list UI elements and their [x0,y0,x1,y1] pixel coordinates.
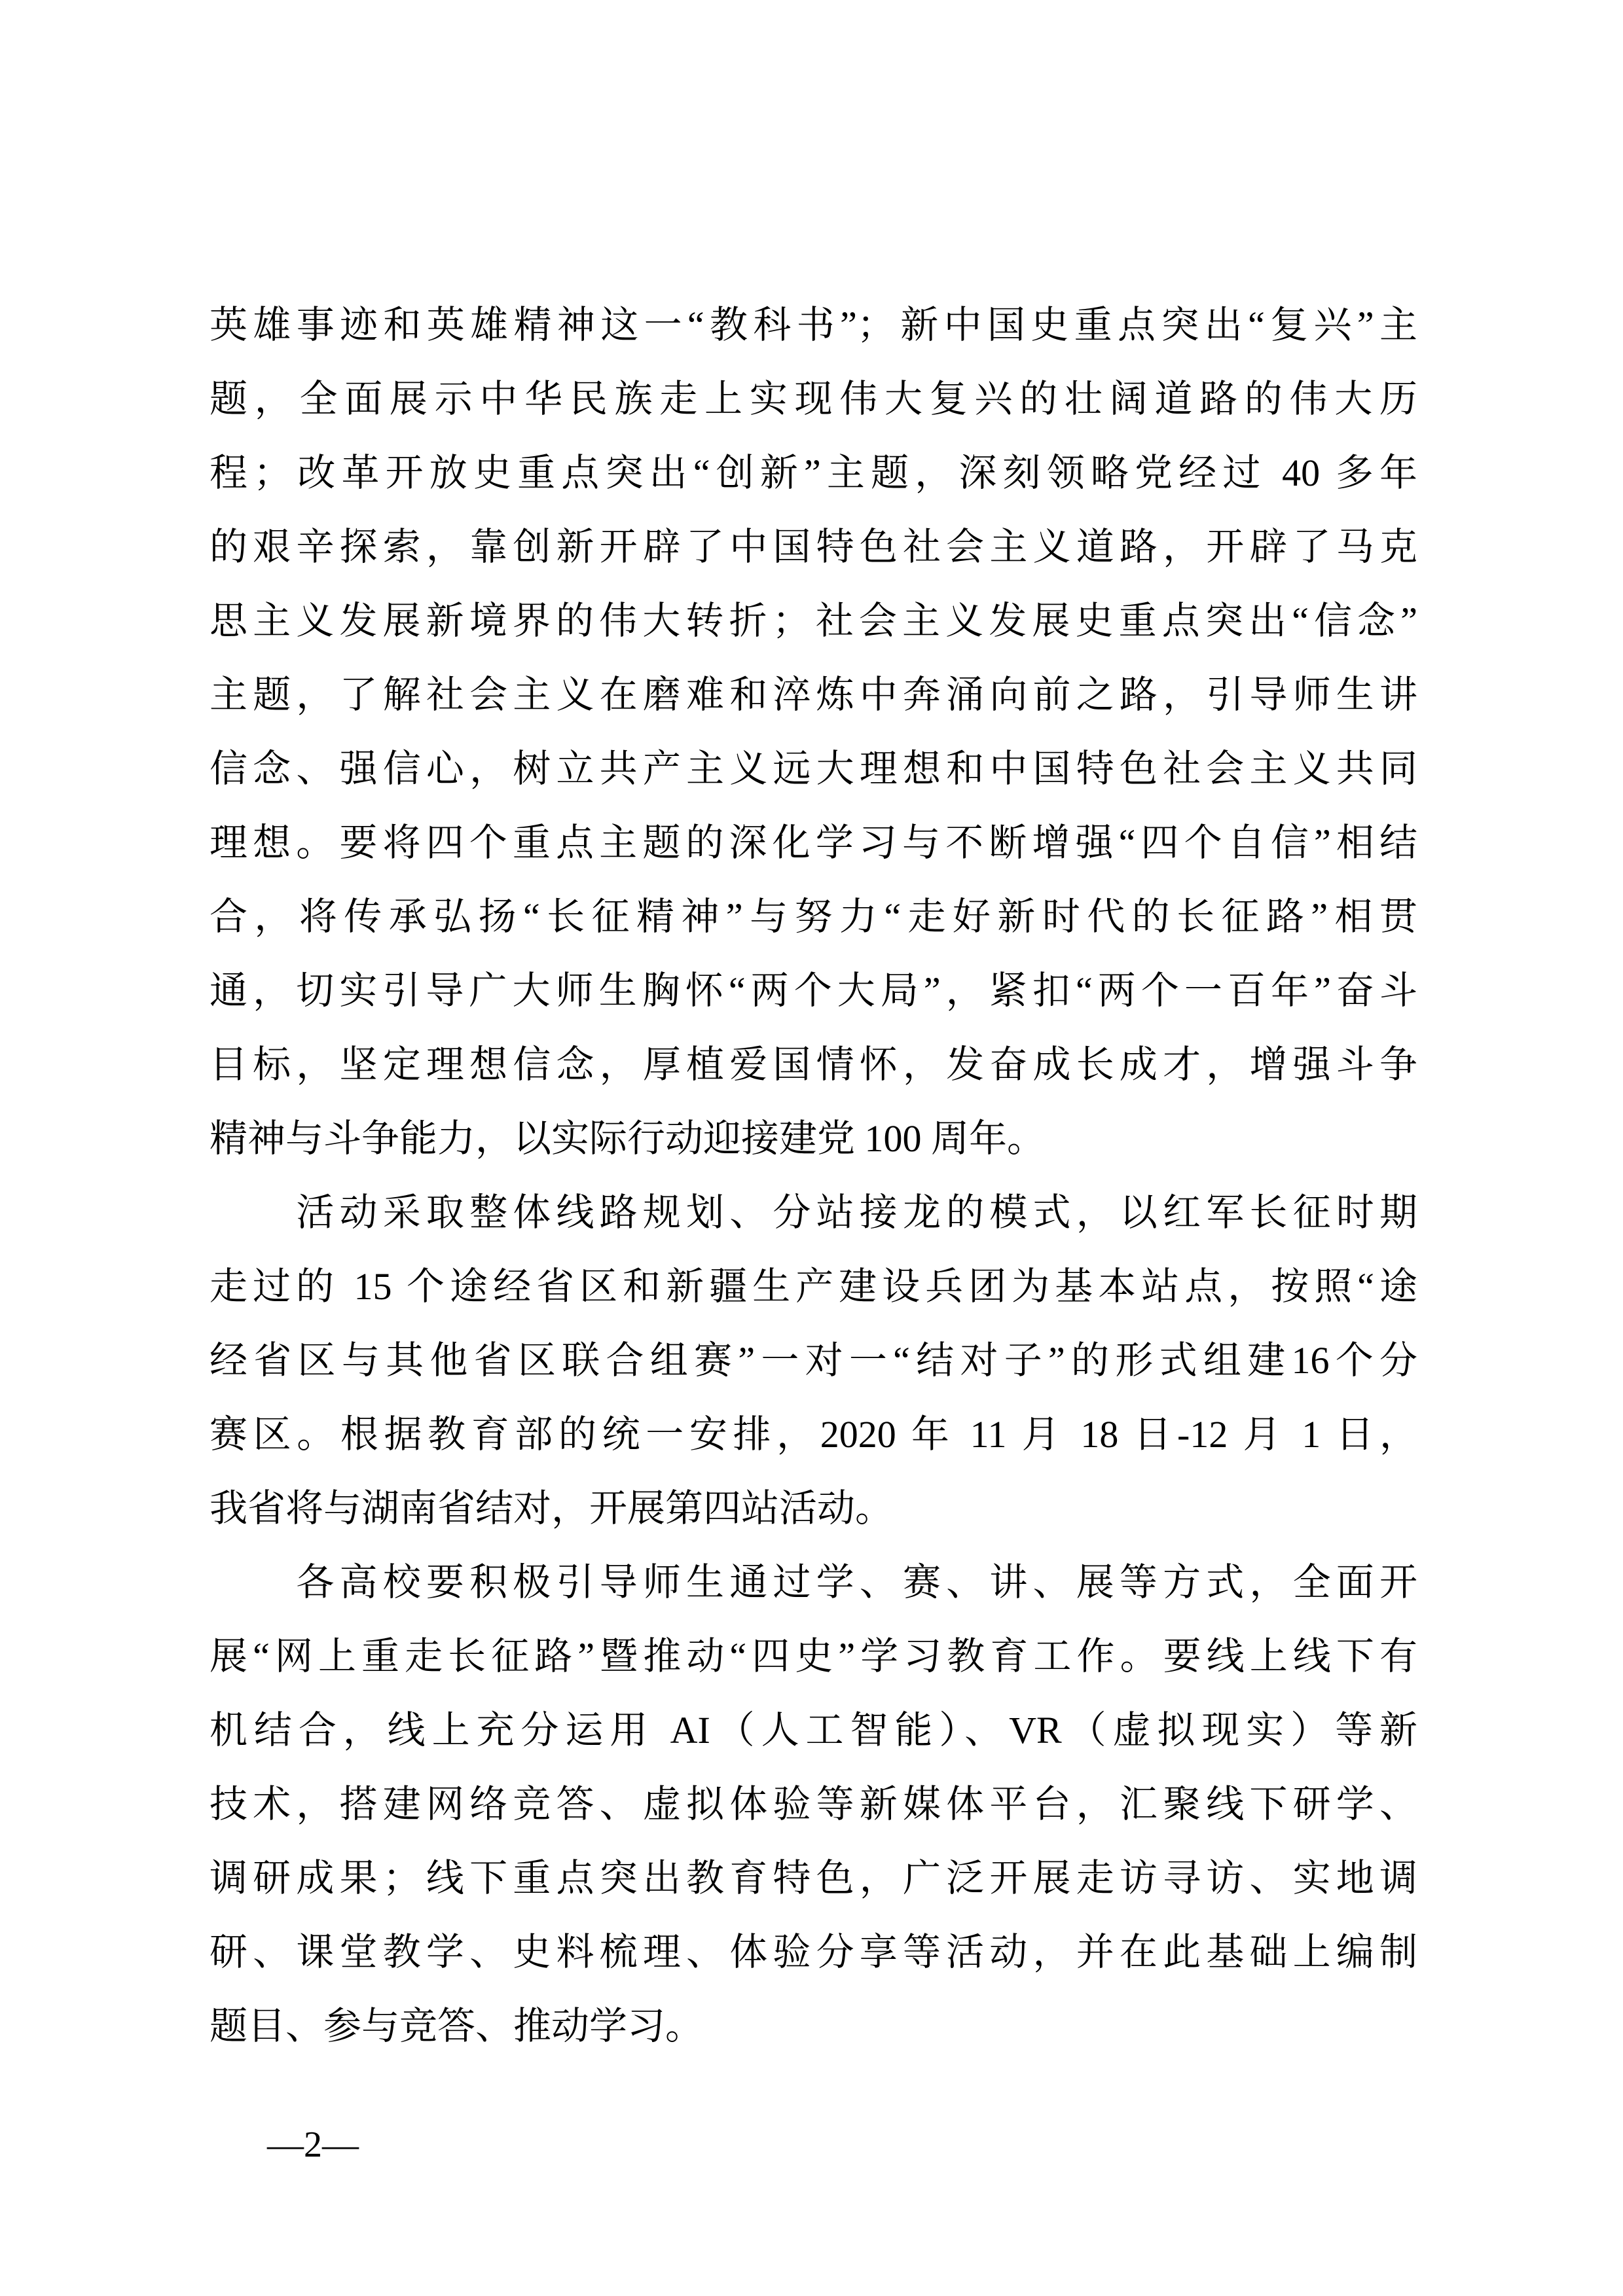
text-line-9: 合，将传承弘扬“长征精神”与努力“走好新时代的长征路”相贯 [210,895,1417,938]
text-line-11: 目标，坚定理想信念，厚植爱国情怀，发奋成长成才，增强斗争 [210,1043,1417,1086]
text-line-17: 我省将与湖南省结对，开展第四站活动。 [210,1487,894,1530]
text-line-2: 题，全面展示中华民族走上实现伟大复兴的壮阔道路的伟大历 [210,378,1417,420]
text-line-10: 通，切实引导广大师生胸怀“两个大局”，紧扣“两个一百年”奋斗 [210,969,1417,1012]
text-line-24: 题目、参与竞答、推动学习。 [210,2005,704,2047]
text-line-18: 各高校要积极引导师生通过学、赛、讲、展等方式，全面开 [210,1561,1417,1604]
text-line-1: 英雄事迹和英雄精神这一“教科书”；新中国史重点突出“复兴”主 [210,304,1417,346]
text-line-16: 赛区。根据教育部的统一安排，2020 年 11 月 18 日-12 月 1 日， [210,1413,1417,1456]
text-line-12: 精神与斗争能力，以实际行动迎接建党 100 周年。 [210,1117,1046,1160]
text-line-13: 活动采取整体线路规划、分站接龙的模式，以红军长征时期 [210,1191,1417,1234]
text-line-14: 走过的 15 个途经省区和新疆生产建设兵团为基本站点，按照“途 [210,1265,1417,1308]
text-line-8: 理想。要将四个重点主题的深化学习与不断增强“四个自信”相结 [210,821,1417,864]
page-number: —2— [267,2125,359,2165]
text-line-4: 的艰辛探索，靠创新开辟了中国特色社会主义道路，开辟了马克 [210,526,1417,568]
text-line-3: 程；改革开放史重点突出“创新”主题，深刻领略党经过 40 多年 [210,452,1417,494]
text-line-20: 机结合，线上充分运用 AI（人工智能）、VR（虚拟现实）等新 [210,1709,1417,1751]
text-line-6: 主题，了解社会主义在磨难和淬炼中奔涌向前之路，引导师生讲 [210,673,1417,716]
text-line-7: 信念、强信心，树立共产主义远大理想和中国特色社会主义共同 [210,747,1417,790]
text-line-21: 技术，搭建网络竞答、虚拟体验等新媒体平台，汇聚线下研学、 [210,1783,1417,1825]
text-line-5: 思主义发展新境界的伟大转折；社会主义发展史重点突出“信念” [210,600,1417,642]
text-line-22: 调研成果；线下重点突出教育特色，广泛开展走访寻访、实地调 [210,1857,1417,1899]
text-line-19: 展“网上重走长征路”暨推动“四史”学习教育工作。要线上线下有 [210,1635,1417,1677]
text-line-23: 研、课堂教学、史料梳理、体验分享等活动，并在此基础上编制 [210,1931,1417,1973]
document-body [210,288,1417,2063]
text-line-15: 经省区与其他省区联合组赛”一对一“结对子”的形式组建16个分 [210,1339,1417,1382]
